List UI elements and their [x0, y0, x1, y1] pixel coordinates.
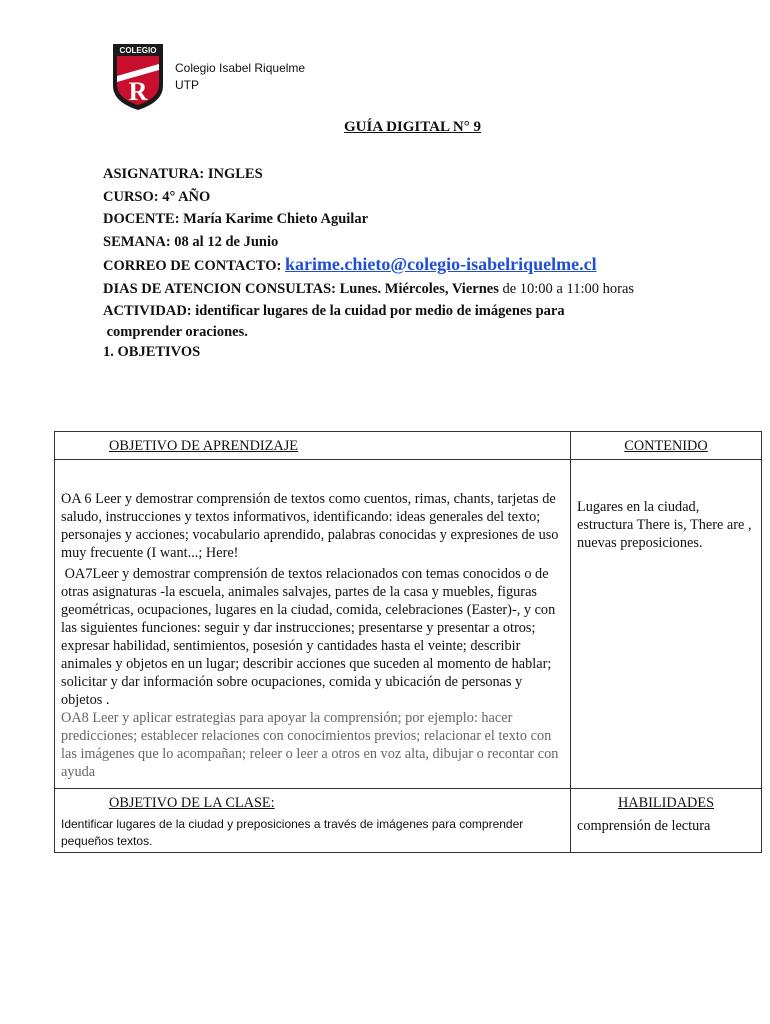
page-title: GUÍA DIGITAL N° 9 [344, 119, 481, 135]
header-habilidades: HABILIDADES [571, 789, 762, 817]
learning-objectives-cell [55, 460, 571, 789]
oa8-text: OA8 Leer y aplicar estrategias para apoyar la comprensión; por ejemplo: hacer predicciones; establecer relaciones con conocimientos previos; relacionar el texto con las imágenes que lo acompañan; releer o leer a otros en voz alta, dibujar o recontar con ayuda [61, 710, 559, 780]
dias-label: DIAS DE ATENCION CONSULTAS: Lunes. Miércoles, Viernes [103, 280, 499, 297]
correo-line [103, 253, 723, 278]
logo-text: COLEGIO [119, 46, 157, 55]
dias-line [103, 278, 723, 301]
school-logo [109, 42, 167, 112]
correo-label: CORREO DE CONTACTO: [103, 258, 285, 274]
guide-info [103, 163, 723, 363]
header-objetivo-clase: OBJETIVO DE LA CLASE: [55, 789, 571, 817]
contenido-cell: Lugares en la ciudad, estructura There is, There are , nuevas preposiciones. [571, 460, 762, 789]
email-link[interactable]: karime.chieto@colegio-isabelriquelme.cl [284, 254, 597, 274]
dias-value: de 10:00 a 11:00 horas [498, 280, 635, 297]
actividad-line-2: comprender oraciones. [103, 323, 248, 340]
logo-letter: R [128, 77, 148, 106]
curso-line: CURSO: 4° AÑO [103, 188, 211, 205]
objetivo-clase-text: Identificar lugares de la ciudad y preposiciones a través de imágenes para comprender pequeños textos. [55, 816, 571, 853]
header-objetivo-aprendizaje: OBJETIVO DE APRENDIZAJE [55, 432, 571, 460]
objectives-table [54, 431, 762, 853]
school-header [175, 60, 305, 94]
docente-line: DOCENTE: María Karime Chieto Aguilar [103, 211, 369, 227]
habilidades-text: comprensión de lectura [571, 816, 762, 853]
asignatura-line: ASIGNATURA: INGLES [103, 166, 263, 182]
oa7-text: OA7Leer y demostrar comprensión de textos relacionados con temas conocidos o de otras asignaturas -la escuela, animales salvajes, partes de la casa y muebles, figuras geométricas, ocupaciones, lugares en la ciudad, comida, celebraciones (Easter)-, y con las siguientes funciones: seguir y dar instrucciones; presentarse y presentar a otros; expresar habilidad, sentimientos, posesión y cantidades hasta el veinte; describir animales y objetos en un lugar; describir acciones que suceden al momento de hablar; solicitar y dar información sobre ocupaciones, comida y ubicación de personas y objetos . [61, 566, 559, 708]
semana-line: SEMANA: 08 al 12 de Junio [103, 233, 279, 250]
unit-name: UTP [175, 78, 199, 92]
school-name: Colegio Isabel Riquelme [175, 61, 306, 75]
oa6-text: OA 6 Leer y demostrar comprensión de textos como cuentos, rimas, chants, tarjetas de saludo, instrucciones y textos informativos, identificando: ideas generales del texto; personajes y acciones; vocabulario aprendido, palabras conocidas y expresiones de uso muy frecuente (I want...; Here! [61, 491, 559, 561]
section-heading: 1. OBJETIVOS [103, 343, 201, 360]
header-contenido: CONTENIDO [571, 432, 762, 460]
actividad-line-1: ACTIVIDAD: identificar lugares de la cuidad por medio de imágenes para [103, 303, 565, 319]
